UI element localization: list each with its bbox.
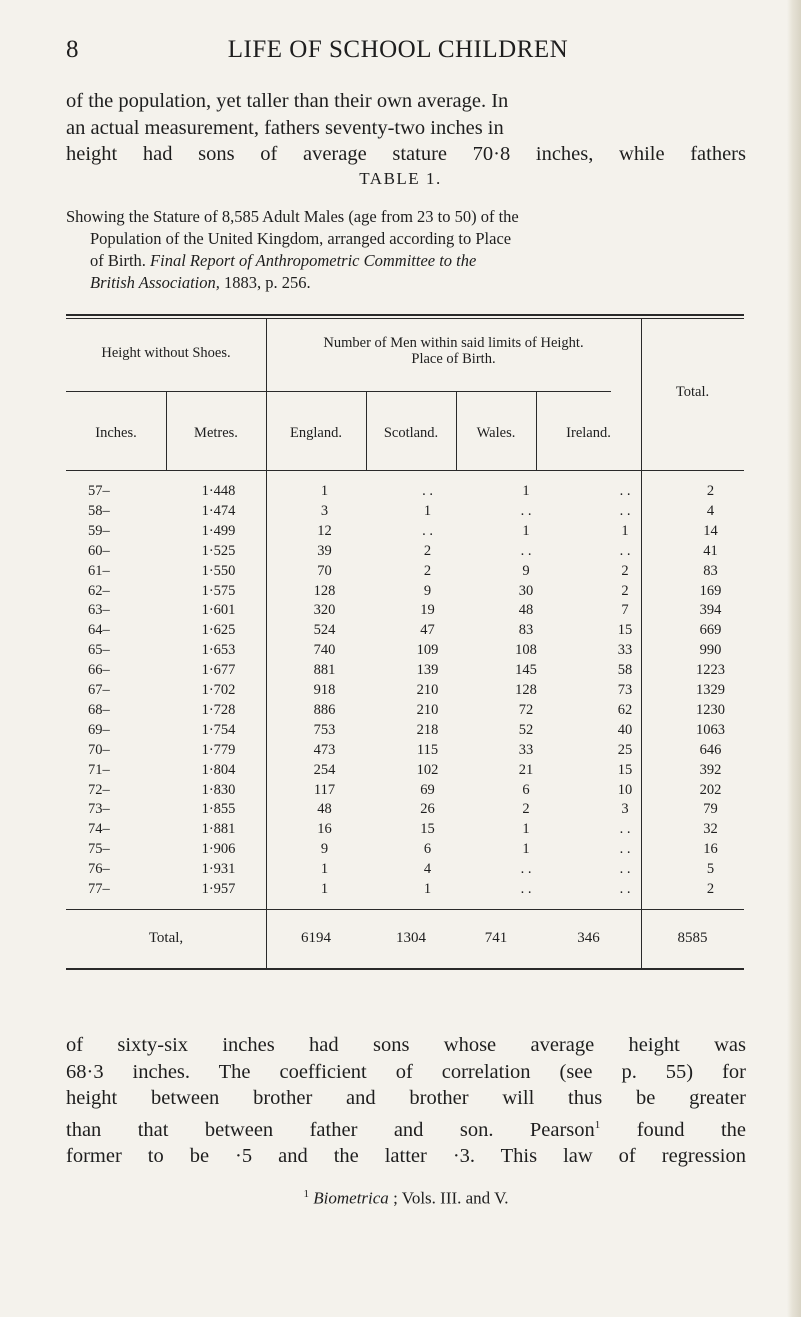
cell-england: 3: [320, 502, 329, 519]
caption-italic: Final Report of Anthropometric Committee to the: [150, 251, 477, 270]
footnote-ref: 1: [594, 1118, 601, 1131]
table-row: [66, 563, 744, 582]
cell-inches: 74–: [88, 821, 110, 838]
header-metres: Metres.: [194, 425, 238, 441]
cell-metres: 1·931: [201, 861, 236, 878]
cell-england: 48: [317, 801, 332, 818]
text-line: of the population, yet taller than their own average. In: [66, 90, 509, 112]
cell-scotland: 15: [420, 821, 435, 838]
table-title: TABLE 1.: [359, 169, 442, 188]
cell-wales: 30: [518, 582, 534, 599]
cell-wales: 108: [515, 642, 537, 659]
cell-wales: 1: [522, 522, 530, 539]
cell-england: 753: [313, 721, 336, 738]
header-scotland: Scotland.: [383, 425, 439, 441]
cell-ireland: 15: [617, 622, 633, 639]
table-row: [66, 503, 744, 522]
table-row: [66, 583, 744, 602]
cell-total: 1230: [696, 701, 725, 718]
cell-ireland: 15: [617, 761, 633, 778]
cell-inches: 75–: [88, 841, 110, 858]
cell-scotland: 115: [416, 741, 439, 758]
text-line: 68·3 inches. The coefficient of correlation (see p. 55) for: [66, 1060, 746, 1083]
table-row: [66, 602, 744, 621]
paragraph-bottom: [66, 1032, 746, 1169]
cell-total: 1329: [696, 682, 725, 698]
cell-inches: 69–: [88, 721, 110, 738]
paragraph-top: [66, 88, 746, 168]
cell-ireland: 1: [621, 522, 629, 539]
header-wales: Wales.: [476, 425, 516, 441]
cell-metres: 1·754: [201, 721, 236, 738]
cell-inches: 72–: [88, 781, 110, 798]
cell-total: 5: [706, 861, 715, 878]
cell-total: 990: [699, 642, 722, 659]
cell-metres: 1·575: [201, 582, 236, 599]
header-ireland: Ireland.: [566, 425, 611, 441]
cell-ireland: . .: [619, 821, 631, 838]
caption-text: of Birth.: [90, 251, 146, 270]
page-number: 8: [66, 36, 79, 63]
table-row: [66, 821, 744, 840]
table-row: [66, 841, 744, 860]
cell-scotland: 109: [416, 642, 439, 659]
caption-line: [66, 272, 746, 294]
cell-metres: 1·830: [201, 781, 236, 798]
table-row: [66, 662, 744, 681]
total-ireland: 346: [577, 930, 600, 946]
cell-ireland: . .: [619, 881, 631, 897]
table-row: [66, 622, 744, 641]
text-line: of sixty-six inches had sons whose average height was: [66, 1034, 746, 1056]
cell-inches: 70–: [88, 741, 110, 758]
cell-total: 16: [703, 841, 718, 858]
cell-metres: 1·499: [201, 522, 236, 539]
table-row: [66, 523, 744, 542]
cell-wales: 83: [518, 622, 534, 639]
cell-england: 473: [313, 741, 336, 758]
cell-wales: 72: [518, 701, 534, 718]
table-row: [66, 801, 744, 820]
cell-inches: 59–: [88, 522, 110, 539]
cell-wales: . .: [520, 881, 532, 897]
cell-ireland: . .: [619, 861, 631, 878]
text-line: an actual measurement, fathers seventy-two inches in: [66, 116, 504, 139]
cell-inches: 67–: [88, 682, 110, 698]
cell-england: 320: [313, 602, 336, 619]
total-wales: 741: [484, 930, 508, 946]
cell-wales: 2: [522, 801, 530, 818]
cell-metres: 1·677: [201, 662, 236, 679]
cell-england: 254: [313, 761, 336, 778]
table-row: [66, 483, 744, 502]
caption-line: Population of the United Kingdom, arranged according to Place: [90, 229, 512, 248]
cell-ireland: 62: [617, 701, 633, 718]
table-row: [66, 881, 744, 900]
cell-total: 79: [703, 801, 718, 818]
header-height: Height without Shoes.: [101, 345, 231, 361]
table-row: [66, 861, 744, 880]
cell-inches: 65–: [88, 642, 110, 659]
cell-england: 918: [313, 682, 336, 698]
cell-scotland: 218: [416, 721, 439, 738]
table-top-rule: [66, 314, 744, 316]
footnote-marker: 1: [303, 1188, 310, 1200]
cell-inches: 60–: [88, 542, 110, 559]
cell-total: 1223: [696, 662, 725, 679]
cell-ireland: 73: [617, 682, 633, 698]
cell-england: 16: [317, 821, 332, 838]
caption-line: [66, 250, 746, 272]
cell-ireland: . .: [619, 841, 631, 858]
cell-wales: 21: [518, 761, 534, 778]
text-line: former to be ·5 and the latter ·3. This law of regression: [66, 1144, 746, 1167]
cell-england: 1: [320, 483, 329, 499]
footnote: [66, 1188, 746, 1209]
cell-wales: 52: [518, 721, 534, 738]
cell-ireland: 2: [621, 562, 629, 579]
header-england: England.: [290, 425, 342, 441]
cell-england: 1: [320, 861, 329, 878]
cell-wales: 1: [522, 821, 530, 838]
cell-scotland: 19: [420, 602, 435, 619]
cell-total: 2: [706, 483, 715, 499]
cell-inches: 63–: [88, 602, 110, 619]
caption-text: 1883, p. 256.: [219, 273, 311, 292]
cell-total: 32: [703, 821, 718, 838]
text-line: [66, 1112, 746, 1143]
cell-metres: 1·855: [201, 801, 236, 818]
cell-inches: 68–: [88, 701, 110, 718]
table-row: [66, 782, 744, 801]
cell-scotland: 2: [423, 562, 432, 579]
cell-scotland: . .: [422, 483, 433, 499]
table-row: [66, 722, 744, 741]
footnote-text: ; Vols. III. and V.: [388, 1188, 509, 1208]
table-caption: [66, 206, 746, 294]
cell-inches: 61–: [88, 562, 110, 579]
cell-inches: 73–: [88, 801, 110, 818]
table-top-rule-thin: [66, 318, 744, 319]
header-place: Place of Birth.: [411, 351, 496, 367]
total-england: 6194: [301, 930, 331, 946]
cell-scotland: 2: [423, 542, 432, 559]
header-bottom-rule: [66, 470, 744, 471]
text-line: height had sons of average stature 70·8 inches, while fathers: [66, 143, 746, 165]
cell-total: 646: [699, 741, 722, 758]
cell-england: 128: [313, 582, 336, 599]
cell-england: 39: [317, 542, 332, 559]
cell-england: 881: [313, 662, 336, 679]
cell-wales: 1: [522, 841, 530, 858]
total-label: Total,: [148, 930, 184, 946]
cell-ireland: . .: [619, 542, 631, 559]
table-row: [66, 543, 744, 562]
footnote-italic: Biometrica: [313, 1188, 389, 1208]
cell-scotland: 26: [420, 801, 435, 818]
cell-ireland: 7: [621, 602, 629, 619]
cell-scotland: 139: [416, 662, 439, 679]
text-run: found the: [600, 1118, 746, 1141]
cell-total: 14: [703, 522, 718, 539]
cell-metres: 1·728: [201, 701, 236, 718]
cell-metres: 1·601: [201, 602, 236, 619]
cell-england: 524: [313, 622, 336, 639]
table-row: [66, 702, 744, 721]
cell-england: 9: [320, 841, 329, 858]
table-row: [66, 682, 744, 701]
table-bottom-rule: [66, 968, 744, 970]
cell-total: 83: [703, 562, 718, 579]
cell-wales: . .: [520, 542, 532, 559]
cell-scotland: 1: [423, 881, 432, 897]
cell-metres: 1·474: [201, 502, 236, 519]
cell-total: 392: [699, 761, 722, 778]
cell-wales: 145: [515, 662, 537, 679]
cell-metres: 1·625: [201, 622, 236, 639]
cell-inches: 57–: [88, 483, 110, 499]
cell-wales: . .: [520, 861, 532, 878]
cell-wales: 9: [522, 562, 530, 579]
cell-england: 117: [313, 781, 336, 798]
cell-scotland: 6: [423, 841, 432, 858]
cell-ireland: . .: [619, 483, 631, 499]
cell-wales: 6: [522, 781, 530, 798]
cell-metres: 1·779: [201, 741, 236, 758]
cell-metres: 1·448: [201, 483, 236, 499]
cell-total: 4: [706, 502, 715, 519]
table-row: [66, 742, 744, 761]
header-divider: [66, 391, 611, 392]
cell-england: 70: [317, 562, 332, 579]
cell-total: 41: [703, 542, 718, 559]
cell-metres: 1·550: [201, 562, 236, 579]
cell-scotland: 69: [420, 781, 435, 798]
text-line: height between brother and brother will thus be greater: [66, 1087, 746, 1109]
cell-ireland: 58: [617, 662, 633, 679]
cell-total: 1063: [696, 721, 725, 738]
cell-metres: 1·957: [201, 881, 236, 897]
caption-line: Showing the Stature of 8,585 Adult Males (age from 23 to 50) of the: [66, 207, 519, 226]
header-inches: Inches.: [95, 425, 137, 441]
cell-wales: 48: [518, 602, 534, 619]
cell-inches: 62–: [88, 582, 110, 599]
header-total: Total.: [675, 384, 710, 400]
cell-metres: 1·881: [201, 821, 236, 838]
cell-scotland: 210: [416, 701, 439, 718]
cell-wales: . .: [520, 502, 532, 519]
cell-wales: 1: [522, 483, 530, 499]
cell-ireland: 25: [617, 741, 633, 758]
page-edge: [787, 0, 801, 1317]
cell-total: 669: [699, 622, 722, 639]
running-title: LIFE OF SCHOOL CHILDREN: [227, 36, 569, 63]
cell-ireland: . .: [619, 502, 631, 519]
cell-total: 394: [699, 602, 722, 619]
total-grand: 8585: [677, 930, 708, 946]
cell-ireland: 10: [617, 781, 633, 798]
cell-total: 169: [699, 582, 722, 599]
caption-italic: British Association,: [90, 273, 220, 292]
table-row: [66, 642, 744, 661]
cell-total: 202: [699, 781, 722, 798]
cell-ireland: 2: [621, 582, 629, 599]
cell-wales: 128: [515, 682, 537, 698]
cell-inches: 64–: [88, 622, 110, 639]
cell-metres: 1·906: [201, 841, 236, 858]
cell-inches: 77–: [88, 881, 110, 897]
cell-ireland: 3: [621, 801, 629, 818]
cell-scotland: 210: [416, 682, 439, 698]
cell-metres: 1·525: [201, 542, 236, 559]
text-run: than that between father and son. Pearson: [66, 1118, 595, 1141]
cell-total: 2: [706, 881, 715, 897]
total-scotland: 1304: [396, 930, 426, 946]
table-row: [66, 762, 744, 781]
cell-inches: 71–: [88, 761, 110, 778]
cell-england: 740: [313, 642, 336, 659]
cell-metres: 1·702: [201, 682, 236, 698]
cell-scotland: 9: [423, 582, 432, 599]
cell-ireland: 40: [617, 721, 633, 738]
cell-ireland: 33: [617, 642, 633, 659]
cell-england: 12: [317, 522, 332, 539]
cell-england: 1: [320, 881, 329, 897]
cell-scotland: 1: [423, 502, 432, 519]
total-row-rule: [66, 909, 744, 910]
cell-england: 886: [313, 701, 336, 718]
cell-metres: 1·804: [201, 761, 236, 778]
page-header: [66, 36, 730, 68]
header-number: Number of Men within said limits of Height.: [323, 335, 584, 351]
cell-inches: 58–: [88, 502, 110, 519]
cell-metres: 1·653: [201, 642, 236, 659]
cell-scotland: 4: [423, 861, 432, 878]
cell-scotland: . .: [422, 522, 433, 539]
cell-scotland: 102: [416, 761, 439, 778]
cell-scotland: 47: [420, 622, 435, 639]
cell-wales: 33: [518, 741, 534, 758]
cell-inches: 76–: [88, 861, 110, 878]
cell-inches: 66–: [88, 662, 110, 679]
